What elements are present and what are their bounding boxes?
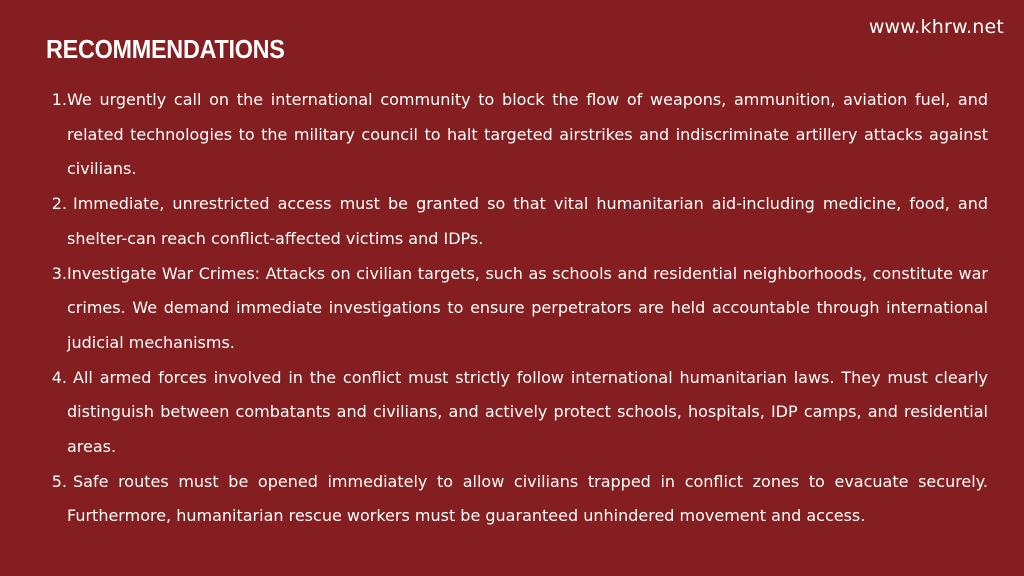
recommendation-number: 3. (51, 263, 67, 283)
recommendations-list (48, 83, 988, 534)
recommendation-item-4 (48, 361, 988, 465)
recommendation-text: Investigate War Crimes: Attacks on civilian targets, such as schools and residential neighborhoods, constitute war crimes. We demand immediate investigations to ensure perpetrators are held accountable through international judicial mechanisms. (67, 263, 988, 352)
recommendation-number: 2. (51, 194, 67, 214)
recommendation-item-5 (48, 465, 988, 534)
recommendation-item-1 (48, 83, 988, 187)
recommendation-number: 5. (51, 471, 67, 491)
site-url[interactable]: www.khrw.net (868, 16, 1004, 38)
recommendation-text: Safe routes must be opened immediately to allow civilians trapped in conflict zones to evacuate securely. Furthermore, humanitarian rescue workers must be guaranteed unhindered movement and access. (67, 471, 988, 526)
recommendation-number: 4. (51, 367, 67, 387)
recommendation-item-3 (48, 257, 988, 361)
recommendation-number: 1. (51, 90, 67, 109)
recommendation-item-2 (48, 187, 988, 256)
recommendation-text: All armed forces involved in the conflict must strictly follow international humanitarian laws. They must clearly distinguish between combatants and civilians, and actively protect schools, hospitals, IDP camps, and residential areas. (67, 367, 988, 457)
recommendation-text: Immediate, unrestricted access must be granted so that vital humanitarian aid-including medicine, food, and shelter-can reach conflict-affected victims and IDPs. (67, 194, 988, 248)
page-title: RECOMMENDATIONS (46, 34, 285, 64)
recommendation-text: We urgently call on the international community to block the flow of weapons, ammunition, aviation fuel, and related technologies to the military council to halt targeted airstrikes and indiscriminate artillery attacks against civilians. (67, 90, 988, 179)
